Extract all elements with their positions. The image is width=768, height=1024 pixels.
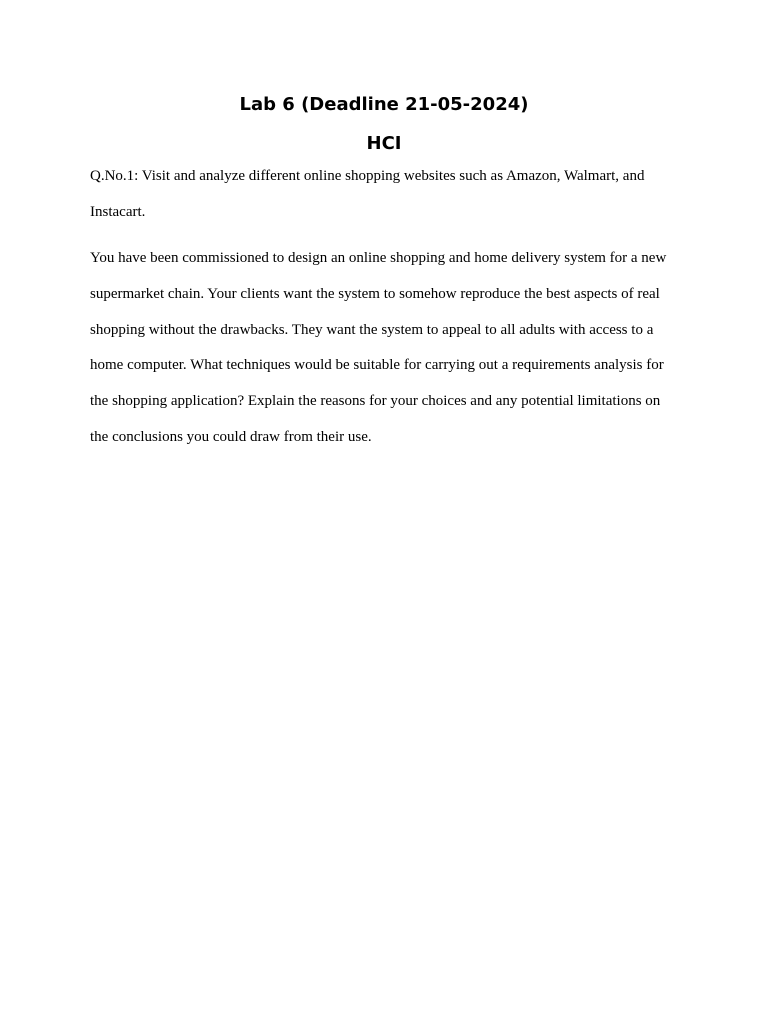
document-title: Lab 6 (Deadline 21-05-2024) <box>239 94 529 115</box>
document-subtitle: HCI <box>366 133 402 154</box>
task-description-paragraph: You have been commissioned to design an online shopping and home delivery system for a new supermarket chain. Your clients want the system to somehow reproduce the best aspects of real shopping without the drawbacks. They want the system to appeal to all adults with access to a home computer. What techniques would be suitable for carrying out a requirements analysis for the shopping application? Explain the reasons for your choices and any potential limitations on the conclusions you could draw from their use. <box>90 250 667 445</box>
question-paragraph: Q.No.1: Visit and analyze different online shopping websites such as Amazon, Walmart, and Instacart. <box>90 168 645 220</box>
